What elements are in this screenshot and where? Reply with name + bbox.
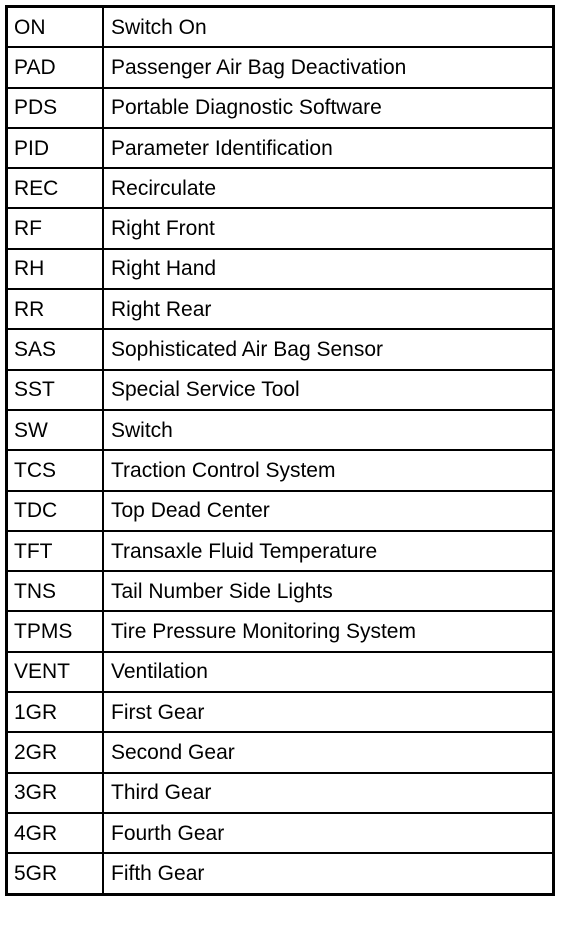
table-row [7, 128, 554, 168]
abbreviation-table [5, 5, 555, 896]
table-row [7, 853, 554, 894]
abbreviation-cell: SAS [7, 329, 104, 369]
abbreviation-cell: 4GR [7, 813, 104, 853]
abbreviation-cell: RR [7, 289, 104, 329]
table-row [7, 773, 554, 813]
table-row [7, 410, 554, 450]
abbreviation-table-body [7, 7, 554, 895]
table-row [7, 491, 554, 531]
meaning-cell: Right Hand [103, 249, 554, 289]
meaning-cell: Sophisticated Air Bag Sensor [103, 329, 554, 369]
abbreviation-cell: RF [7, 208, 104, 248]
table-row [7, 813, 554, 853]
meaning-cell: Right Front [103, 208, 554, 248]
table-row [7, 47, 554, 87]
meaning-cell: Recirculate [103, 168, 554, 208]
table-row [7, 531, 554, 571]
meaning-cell: Tire Pressure Monitoring System [103, 611, 554, 651]
abbreviation-cell: REC [7, 168, 104, 208]
table-row [7, 692, 554, 732]
meaning-cell: Special Service Tool [103, 370, 554, 410]
meaning-cell: Parameter Identification [103, 128, 554, 168]
table-row [7, 571, 554, 611]
abbreviation-cell: RH [7, 249, 104, 289]
meaning-cell: Second Gear [103, 732, 554, 772]
table-row [7, 329, 554, 369]
meaning-cell: Switch [103, 410, 554, 450]
meaning-cell: Right Rear [103, 289, 554, 329]
abbreviation-cell: ON [7, 7, 104, 48]
meaning-cell: Fourth Gear [103, 813, 554, 853]
table-row [7, 168, 554, 208]
abbreviation-cell: PID [7, 128, 104, 168]
abbreviation-cell: 1GR [7, 692, 104, 732]
table-row [7, 88, 554, 128]
meaning-cell: Fifth Gear [103, 853, 554, 894]
meaning-cell: Third Gear [103, 773, 554, 813]
meaning-cell: Switch On [103, 7, 554, 48]
abbreviation-cell: TFT [7, 531, 104, 571]
table-row [7, 249, 554, 289]
abbreviation-cell: TPMS [7, 611, 104, 651]
meaning-cell: Passenger Air Bag Deactivation [103, 47, 554, 87]
meaning-cell: Tail Number Side Lights [103, 571, 554, 611]
abbreviation-cell: 5GR [7, 853, 104, 894]
abbreviation-cell: SST [7, 370, 104, 410]
abbreviation-cell: TCS [7, 450, 104, 490]
table-row [7, 289, 554, 329]
meaning-cell: Ventilation [103, 652, 554, 692]
meaning-cell: Portable Diagnostic Software [103, 88, 554, 128]
abbreviation-cell: VENT [7, 652, 104, 692]
table-row [7, 450, 554, 490]
table-row [7, 732, 554, 772]
meaning-cell: Traction Control System [103, 450, 554, 490]
abbreviation-cell: SW [7, 410, 104, 450]
table-row [7, 652, 554, 692]
abbreviation-cell: 3GR [7, 773, 104, 813]
meaning-cell: Transaxle Fluid Temperature [103, 531, 554, 571]
table-row [7, 611, 554, 651]
table-row [7, 370, 554, 410]
meaning-cell: First Gear [103, 692, 554, 732]
table-row [7, 208, 554, 248]
table-row [7, 7, 554, 48]
abbreviation-cell: TDC [7, 491, 104, 531]
abbreviation-cell: 2GR [7, 732, 104, 772]
meaning-cell: Top Dead Center [103, 491, 554, 531]
abbreviation-cell: PAD [7, 47, 104, 87]
abbreviation-cell: TNS [7, 571, 104, 611]
abbreviation-cell: PDS [7, 88, 104, 128]
